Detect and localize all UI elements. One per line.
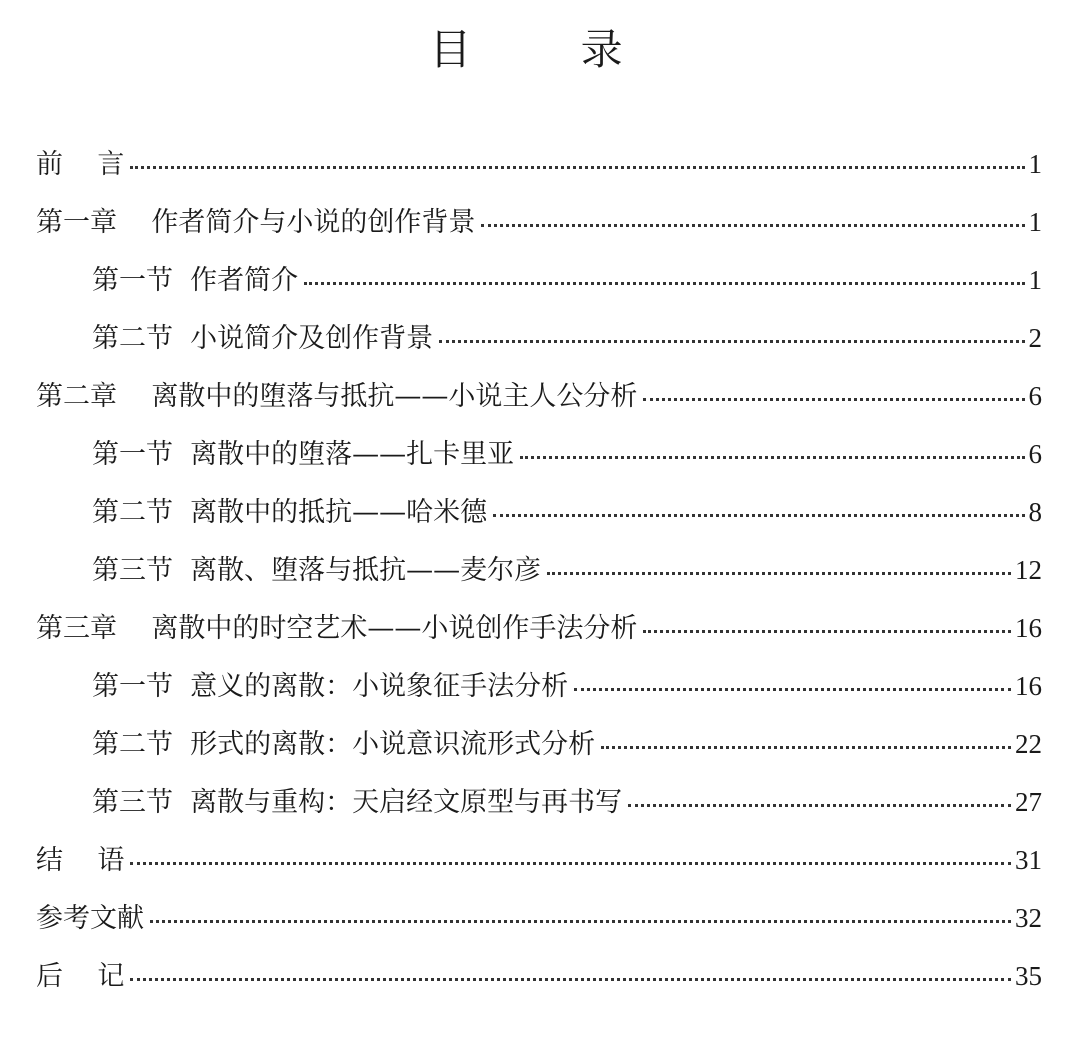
toc-page-number: 22 [1015, 729, 1042, 759]
toc-entry-chapter-2-section-1[interactable] [0, 428, 1080, 486]
toc-entry-chapter-1[interactable] [0, 196, 1080, 254]
toc-entry-label: 第三节 离散与重构：天启经文原型与再书写 [92, 787, 623, 818]
toc-page-number: 16 [1015, 671, 1042, 701]
dot-leader [643, 629, 1011, 633]
dot-leader [601, 745, 1011, 749]
toc-page-number: 1 [1028, 265, 1042, 295]
dot-leader [547, 571, 1011, 575]
dot-leader [520, 455, 1024, 459]
toc-entry-chapter-2[interactable] [0, 370, 1080, 428]
toc-entry-chapter-2-section-2[interactable] [0, 486, 1080, 544]
dot-leader [574, 687, 1011, 691]
dot-leader [150, 919, 1011, 923]
dot-leader [304, 281, 1024, 285]
toc-entry-label: 第二章 离散中的堕落与抵抗——小说主人公分析 [36, 381, 638, 412]
toc-page-number: 1 [1028, 149, 1042, 179]
toc-entry-label: 前 言 [36, 149, 125, 180]
dot-leader [439, 339, 1024, 343]
dot-leader [130, 861, 1011, 865]
toc-entry-label: 第三节 离散、堕落与抵抗——麦尔彦 [92, 555, 542, 586]
toc-page-number: 27 [1015, 787, 1042, 817]
toc-entry-chapter-3-section-1[interactable] [0, 660, 1080, 718]
toc-page-number: 6 [1028, 381, 1042, 411]
toc-entry-label: 第二节 形式的离散：小说意识流形式分析 [92, 729, 596, 760]
toc-entry-chapter-2-section-3[interactable] [0, 544, 1080, 602]
toc-page-number: 12 [1015, 555, 1042, 585]
toc-page-number: 35 [1015, 961, 1042, 991]
toc-entry-conclusion[interactable] [0, 834, 1080, 892]
toc-entry-chapter-1-section-1[interactable] [0, 254, 1080, 312]
toc-page-number: 2 [1028, 323, 1042, 353]
page-title: 目 录 [429, 25, 671, 74]
toc-entry-chapter-3[interactable] [0, 602, 1080, 660]
dot-leader [481, 223, 1024, 227]
dot-leader [493, 513, 1024, 517]
toc-entry-label: 后 记 [36, 961, 125, 992]
toc-page-number: 1 [1028, 207, 1042, 237]
toc-entry-label: 第一节 意义的离散：小说象征手法分析 [92, 671, 569, 702]
dot-leader [130, 165, 1024, 169]
toc-entry-chapter-3-section-3[interactable] [0, 776, 1080, 834]
toc-entry-label: 第一章 作者简介与小说的创作背景 [36, 207, 476, 238]
toc-entry-label: 第三章 离散中的时空艺术——小说创作手法分析 [36, 613, 638, 644]
dot-leader [628, 803, 1011, 807]
toc-page-number: 32 [1015, 903, 1042, 933]
toc-entry-label: 第一节 作者简介 [92, 265, 299, 296]
toc-entry-references[interactable] [0, 892, 1080, 950]
toc-entry-label: 第二节 小说简介及创作背景 [92, 323, 434, 354]
toc-page-number: 31 [1015, 845, 1042, 875]
toc-entry-label: 第二节 离散中的抵抗——哈米德 [92, 497, 488, 528]
toc-entry-chapter-3-section-2[interactable] [0, 718, 1080, 776]
table-of-contents [0, 138, 1080, 1008]
dot-leader [643, 397, 1024, 401]
toc-entry-postscript[interactable] [0, 950, 1080, 1008]
toc-entry-chapter-1-section-2[interactable] [0, 312, 1080, 370]
toc-page-number: 16 [1015, 613, 1042, 643]
toc-entry-label: 第一节 离散中的堕落——扎卡里亚 [92, 439, 515, 470]
toc-entry-label: 结 语 [36, 845, 125, 876]
dot-leader [130, 977, 1011, 981]
toc-entry-label: 参考文献 [36, 903, 144, 934]
toc-page-number: 6 [1028, 439, 1042, 469]
toc-entry-preface[interactable] [0, 138, 1080, 196]
toc-page-number: 8 [1028, 497, 1042, 527]
